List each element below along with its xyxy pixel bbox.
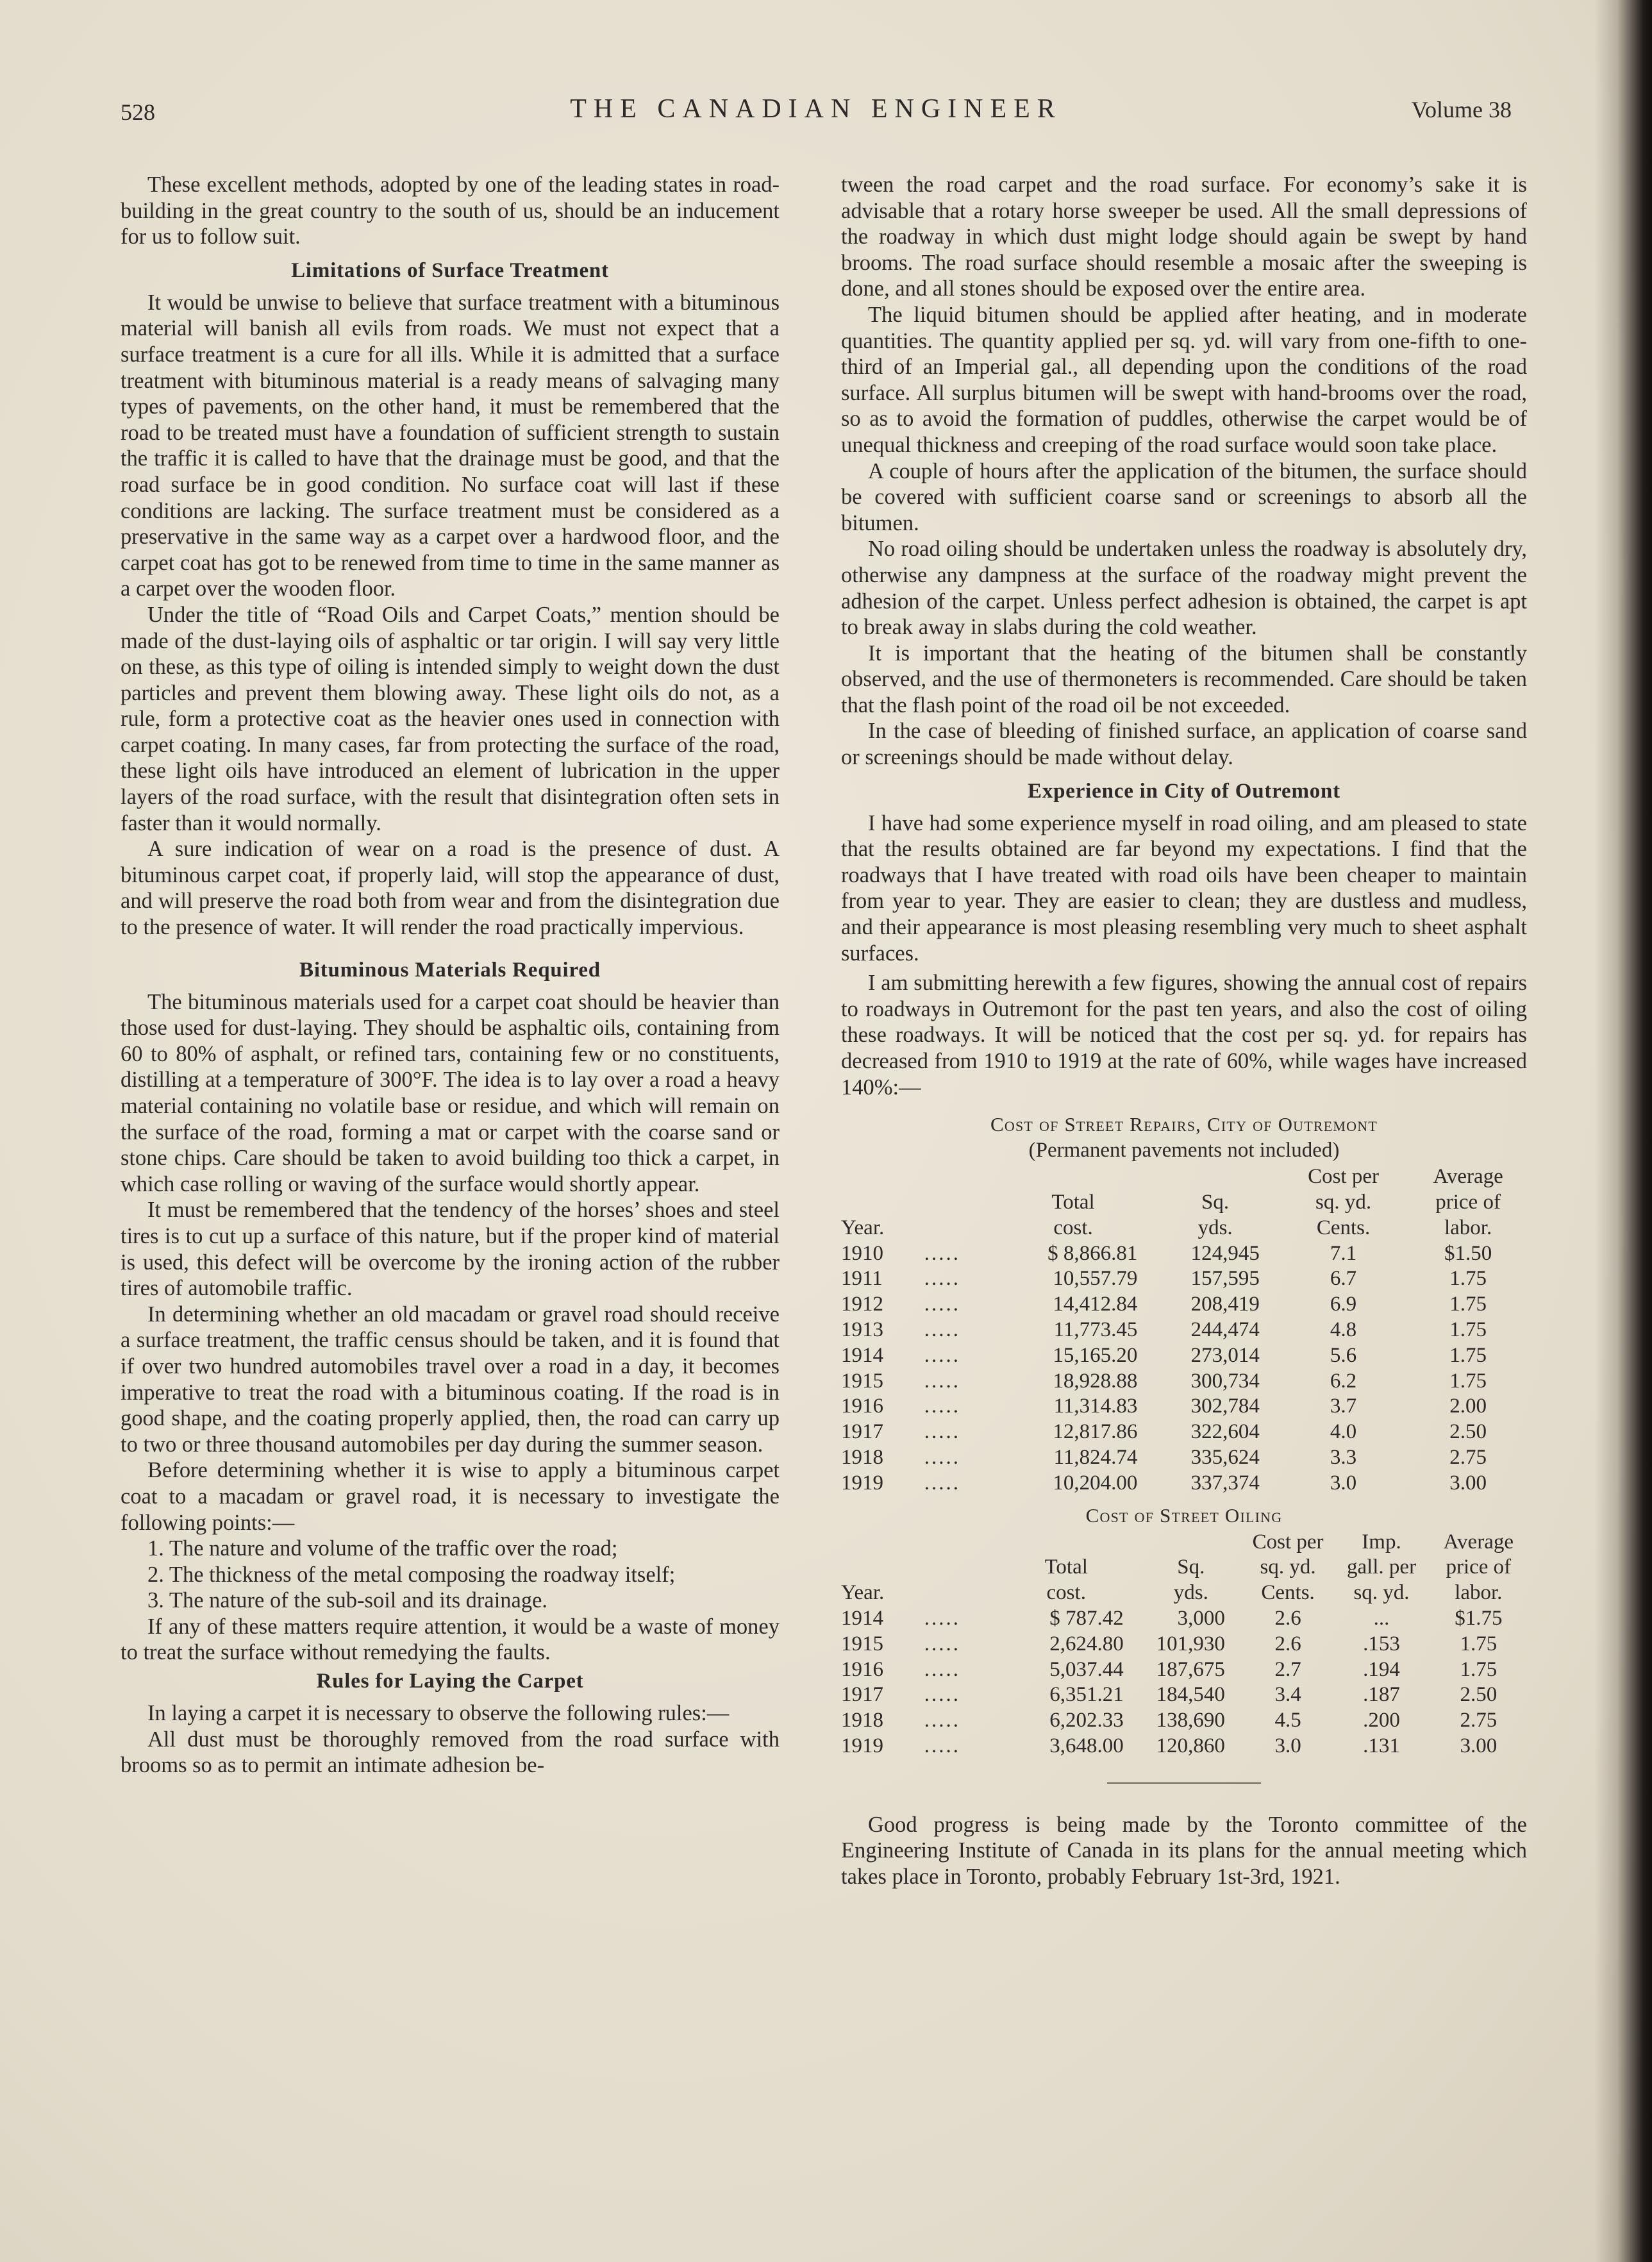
- col-header-avg: Average price of labor.: [1443, 1530, 1514, 1605]
- cell-leader-dots: .....: [924, 1709, 960, 1732]
- table-row: [841, 1343, 1527, 1369]
- cell-sq-yds: 124,945: [1190, 1241, 1260, 1265]
- cell-leader-dots: .....: [924, 1318, 960, 1341]
- table-row: [841, 1682, 1527, 1708]
- table-header-row: [841, 1164, 1527, 1241]
- col-header-imp: Imp. gall. per sq. yd.: [1346, 1530, 1417, 1605]
- cell-labor-price: 1.75: [1460, 1632, 1498, 1655]
- section-heading: Bituminous Materials Required: [299, 958, 601, 982]
- cell-total-cost: $ 8,866.81: [1047, 1241, 1138, 1265]
- col-header-sq: Sq. yds.: [1197, 1190, 1233, 1239]
- volume-label: Volume 38: [1411, 97, 1512, 122]
- paragraph: It is important that the heating of the bitumen shall be constantly observed, and the use of thermoneters is recommended. Care should be taken that the flash point of the road oil be not exceeded.: [841, 641, 1527, 717]
- paragraph: In the case of bleeding of finished surface, an application of coarse sand or screenings should be made without delay.: [841, 719, 1527, 770]
- cell-labor-price: 1.75: [1449, 1293, 1487, 1316]
- running-head: [121, 94, 1512, 132]
- section-divider: [1107, 1782, 1261, 1784]
- paragraph: It would be unwise to believe that surface treatment with a bituminous material will banish all evils from roads. We must not expect that a surface treatment is a cure for all ills. While it is admitted that a surface treatment with bituminous material is a ready means of salvaging many types of pavements, on the other hand, it must be remembered that the road to be treated must have a foundation of sufficient strength to sustain the traffic it is called to have that the drainage must be good, and that the road surface be in good condition. No surface coat will last if these conditions are lacking. The surface treatment must be considered as a preservative in the same way as a carpet over a hardwood floor, and the carpet coat has got to be renewed from time to time in the same manner as a carpet over the wooden floor.: [121, 290, 780, 601]
- cell-labor-price: 2.00: [1449, 1395, 1487, 1418]
- repairs-table-title: Cost of Street Repairs, City of Outremont: [990, 1113, 1378, 1136]
- cell-labor-price: 3.00: [1449, 1471, 1487, 1495]
- cell-year: 1919: [841, 1471, 883, 1495]
- cell-cost-per-sqyd: 7.1: [1330, 1241, 1357, 1265]
- paragraph: These excellent methods, adopted by one of the leading states in road-building in the great country to the south of us, should be an inducement for us to follow suit.: [121, 172, 780, 249]
- cell-cost-per-sqyd: 4.8: [1330, 1318, 1357, 1341]
- cell-total-cost: 2,624.80: [1049, 1632, 1124, 1655]
- cell-cost-per-sqyd: 3.7: [1330, 1395, 1357, 1418]
- cell-labor-price: $1.50: [1444, 1241, 1492, 1265]
- table-row: [841, 1657, 1527, 1683]
- table-row: [841, 1241, 1527, 1267]
- table-row: [841, 1734, 1527, 1759]
- table-row: [841, 1394, 1527, 1420]
- col-header-costper: Cost per sq. yd. Cents.: [1252, 1530, 1324, 1605]
- cell-cost-per-sqyd: 6.7: [1330, 1267, 1357, 1291]
- cell-imp-gall: ...: [1373, 1606, 1390, 1630]
- paragraph: A sure indication of wear on a road is the presence of dust. A bituminous carpet coat, if properly laid, will stop the appearance of dust, and will preserve the road both from wear and from the disintegration due to the presence of water. It will render the road practically impervious.: [121, 837, 780, 940]
- col-header-year: Year.: [841, 1581, 885, 1605]
- cell-year: 1918: [841, 1709, 883, 1732]
- cell-sq-yds: 300,734: [1190, 1369, 1260, 1393]
- cell-sq-yds: 138,690: [1156, 1709, 1225, 1732]
- cell-imp-gall: .131: [1363, 1734, 1400, 1757]
- book-binding-shadow: [1594, 0, 1652, 2262]
- cell-year: 1914: [841, 1343, 883, 1367]
- cell-year: 1912: [841, 1293, 883, 1316]
- cell-labor-price: $1.75: [1455, 1606, 1503, 1630]
- cell-leader-dots: .....: [924, 1267, 960, 1291]
- cell-cost-per-sqyd: 2.7: [1274, 1657, 1301, 1681]
- cell-year: 1917: [841, 1683, 883, 1707]
- cell-year: 1918: [841, 1445, 883, 1469]
- paragraph: All dust must be thoroughly removed from the road surface with brooms so as to permit an intimate adhesion be-: [121, 1727, 780, 1778]
- cell-cost-per-sqyd: 5.6: [1330, 1343, 1357, 1367]
- cell-year: 1916: [841, 1395, 883, 1418]
- cell-labor-price: 1.75: [1449, 1369, 1487, 1393]
- repairs-table: [841, 1164, 1527, 1496]
- cell-labor-price: 3.00: [1460, 1734, 1498, 1757]
- cell-labor-price: 1.75: [1449, 1267, 1487, 1291]
- cell-imp-gall: .194: [1363, 1657, 1400, 1681]
- cell-year: 1914: [841, 1606, 883, 1630]
- table-row: [841, 1606, 1527, 1632]
- oiling-table-title: Cost of Street Oiling: [1085, 1504, 1283, 1527]
- table-row: [841, 1420, 1527, 1445]
- cell-cost-per-sqyd: 4.0: [1330, 1420, 1357, 1444]
- cell-leader-dots: .....: [924, 1241, 960, 1265]
- cell-cost-per-sqyd: 4.5: [1274, 1709, 1301, 1732]
- cell-labor-price: 1.75: [1449, 1343, 1487, 1367]
- paragraph: I have had some experience myself in road oiling, and am pleased to state that the results obtained are far beyond my expectations. I find that the roadways that I have treated with road oils have been cheaper to maintain from year to year. They are easier to clean; they are dustless and mudless, and their appearance is most pleasing resembling very much to sheet asphalt surfaces.: [841, 810, 1527, 966]
- col-header-costper: Cost per sq. yd. Cents.: [1308, 1165, 1379, 1239]
- cell-leader-dots: .....: [924, 1343, 960, 1367]
- paragraph: A couple of hours after the application of the bitumen, the surface should be covered with sufficient coarse sand or screenings to absorb all the bitumen.: [841, 458, 1527, 535]
- cell-year: 1919: [841, 1734, 883, 1757]
- paragraph: Before determining whether it is wise to apply a bituminous carpet coat to a macadam or gravel road, it is necessary to investigate the following points:—: [121, 1458, 780, 1535]
- cell-leader-dots: .....: [924, 1606, 960, 1630]
- table-row: [841, 1708, 1527, 1734]
- cell-labor-price: 1.75: [1460, 1657, 1498, 1681]
- list-item: 3. The nature of the sub-soil and its drainage.: [147, 1588, 548, 1613]
- cell-cost-per-sqyd: 6.9: [1330, 1293, 1357, 1316]
- section-heading: Experience in City of Outremont: [1028, 779, 1340, 803]
- paragraph: The bituminous materials used for a carpet coat should be heavier than those used for dust-laying. They should be asphaltic oils, containing from 60 to 80% of asphalt, or refined tars, containing few or no constituents, distilling at a temperature of 300°F. The idea is to lay over a road a heavy material containing no volatile base or residue, and which will remain on the surface of the road, forming a mat or carpet with the coarse sand or stone chips. Care should be taken to avoid building too thick a carpet, in which case rolling or waving of the surface would shortly appear.: [121, 989, 780, 1196]
- col-header-total: Total cost.: [1051, 1190, 1095, 1239]
- journal-title: THE CANADIAN ENGINEER: [570, 94, 1062, 124]
- cell-total-cost: 6,202.33: [1049, 1709, 1124, 1732]
- cell-total-cost: 11,773.45: [1053, 1318, 1138, 1341]
- cell-imp-gall: .153: [1363, 1632, 1400, 1655]
- col-header-sq: Sq. yds.: [1173, 1555, 1208, 1605]
- left-column: [121, 172, 780, 1779]
- col-header-avg: Average price of labor.: [1433, 1165, 1503, 1239]
- cell-total-cost: 3,648.00: [1049, 1734, 1124, 1757]
- table-row: [841, 1369, 1527, 1395]
- table-row: [841, 1445, 1527, 1471]
- oiling-table: [841, 1530, 1527, 1759]
- cell-year: 1916: [841, 1657, 883, 1681]
- table-row: [841, 1266, 1527, 1292]
- cell-total-cost: 10,204.00: [1053, 1471, 1138, 1495]
- cell-cost-per-sqyd: 3.3: [1330, 1445, 1357, 1469]
- paragraph: tween the road carpet and the road surface. For economy’s sake it is advisable that a rotary horse sweeper be used. All the small depressions of the roadway in which dust might lodge should again be swept by hand brooms. The road surface should resemble a mosaic after the sweeping is done, and all stones should be exposed over the entire area.: [841, 172, 1527, 301]
- cell-sq-yds: 244,474: [1190, 1318, 1260, 1341]
- paragraph: If any of these matters require attention, it would be a waste of money to treat the surface without remedying the faults.: [121, 1614, 780, 1665]
- cell-cost-per-sqyd: 3.0: [1330, 1471, 1357, 1495]
- repairs-table-subtitle: (Permanent pavements not included): [1028, 1139, 1340, 1162]
- closing-note: [841, 1812, 1527, 1890]
- table-row: [841, 1318, 1527, 1343]
- cell-total-cost: 18,928.88: [1053, 1369, 1138, 1393]
- cell-sq-yds: 335,624: [1190, 1445, 1260, 1469]
- table-row: [841, 1292, 1527, 1318]
- paragraph: It must be remembered that the tendency of the horses’ shoes and steel tires is to cut up a surface of this nature, but if the proper kind of material is used, this defect will be overcome by the ironing action of the rubber tires of automobile traffic.: [121, 1198, 780, 1301]
- cell-imp-gall: .187: [1363, 1683, 1400, 1707]
- col-header-year: Year.: [841, 1216, 885, 1239]
- paragraph: In determining whether an old macadam or gravel road should receive a surface treatment, the traffic census should be taken, and it is found that if over two hundred automobiles travel over a road in a day, it becomes imperative to treat the road with a bituminous coating. If the road is in good shape, and the coating properly applied, then, the road can carry up to two or three thousand automobiles per day during the summer season.: [121, 1302, 780, 1457]
- cell-labor-price: 1.75: [1449, 1318, 1487, 1341]
- cell-labor-price: 2.50: [1460, 1683, 1498, 1707]
- cell-cost-per-sqyd: 3.4: [1274, 1683, 1301, 1707]
- cell-cost-per-sqyd: 2.6: [1274, 1632, 1301, 1655]
- cell-labor-price: 2.75: [1460, 1709, 1498, 1732]
- cell-leader-dots: .....: [924, 1657, 960, 1681]
- cell-sq-yds: 101,930: [1156, 1632, 1225, 1655]
- paragraph: Under the title of “Road Oils and Carpet Coats,” mention should be made of the dust-laying oils of asphaltic or tar origin. I will say very little on these, as this type of oiling is intended simply to weight down the dust particles and prevent them blowing away. These light oils do not, as a rule, form a protective coat as the heavier ones used in connection with carpet coating. In many cases, far from protecting the surface of the road, these light oils have introduced an element of lubrication in the upper layers of the road surface, with the result that disintegration often sets in faster than it would normally.: [121, 602, 780, 835]
- cell-total-cost: 14,412.84: [1053, 1293, 1138, 1316]
- cell-leader-dots: .....: [924, 1395, 960, 1418]
- cell-leader-dots: .....: [924, 1445, 960, 1469]
- cell-sq-yds: 3,000: [1177, 1606, 1225, 1630]
- cell-leader-dots: .....: [924, 1420, 960, 1444]
- cell-leader-dots: .....: [924, 1471, 960, 1495]
- cell-sq-yds: 184,540: [1156, 1683, 1225, 1707]
- paragraph: In laying a carpet it is necessary to observe the following rules:—: [147, 1701, 730, 1726]
- cell-sq-yds: 322,604: [1190, 1420, 1260, 1444]
- cell-leader-dots: .....: [924, 1734, 960, 1757]
- cell-sq-yds: 157,595: [1190, 1267, 1260, 1291]
- section-heading: Rules for Laying the Carpet: [316, 1670, 584, 1693]
- cell-imp-gall: .200: [1363, 1709, 1400, 1732]
- cell-cost-per-sqyd: 2.6: [1274, 1606, 1301, 1630]
- list-item: 1. The nature and volume of the traffic over the road;: [147, 1536, 618, 1561]
- page-number: 528: [121, 99, 155, 125]
- right-column: [841, 172, 1527, 1890]
- cell-year: 1915: [841, 1369, 883, 1393]
- cell-total-cost: 10,557.79: [1053, 1267, 1138, 1291]
- cell-labor-price: 2.75: [1449, 1445, 1487, 1469]
- table-row: [841, 1471, 1527, 1496]
- paragraph: The liquid bitumen should be applied after heating, and in moderate quantities. The quantity applied per sq. yd. will vary from one-fifth to one-third of an Imperial gal., all depending upon the conditions of the road surface. All surplus bitumen will be swept with hand-brooms over the road, so as to avoid the formation of puddles, otherwise the carpet would be of unequal thickness and creeping of the road surface would soon take place.: [841, 302, 1527, 457]
- cell-year: 1915: [841, 1632, 883, 1655]
- paragraph: Good progress is being made by the Toronto committee of the Engineering Institute of Canada in its plans for the annual meeting which takes place in Toronto, probably February 1st-3rd, 1921.: [841, 1812, 1527, 1889]
- cell-cost-per-sqyd: 3.0: [1274, 1734, 1301, 1757]
- cell-year: 1910: [841, 1241, 883, 1265]
- cell-total-cost: 6,351.21: [1049, 1683, 1124, 1707]
- cell-total-cost: 11,824.74: [1053, 1445, 1138, 1469]
- cell-total-cost: 5,037.44: [1049, 1657, 1124, 1681]
- cell-total-cost: $ 787.42: [1049, 1606, 1124, 1630]
- paragraph: No road oiling should be undertaken unless the roadway is absolutely dry, otherwise any dampness at the surface of the roadway might prevent the adhesion of the carpet. Unless perfect adhesion is obtained, the carpet is apt to break away in slabs during the cold weather.: [841, 537, 1527, 640]
- cell-cost-per-sqyd: 6.2: [1330, 1369, 1357, 1393]
- cell-sq-yds: 208,419: [1190, 1293, 1260, 1316]
- cell-year: 1911: [841, 1267, 883, 1291]
- table-header-row: [841, 1530, 1527, 1606]
- cell-leader-dots: .....: [924, 1683, 960, 1707]
- cell-sq-yds: 120,860: [1156, 1734, 1225, 1757]
- cell-leader-dots: .....: [924, 1369, 960, 1393]
- cell-sq-yds: 337,374: [1190, 1471, 1260, 1495]
- cell-sq-yds: 273,014: [1190, 1343, 1260, 1367]
- cell-total-cost: 15,165.20: [1053, 1343, 1138, 1367]
- cell-leader-dots: .....: [924, 1632, 960, 1655]
- cell-sq-yds: 187,675: [1156, 1657, 1225, 1681]
- cell-total-cost: 11,314.83: [1053, 1395, 1138, 1418]
- section-heading: Limitations of Surface Treatment: [291, 258, 609, 282]
- list-item: 2. The thickness of the metal composing the roadway itself;: [147, 1562, 676, 1587]
- cell-total-cost: 12,817.86: [1053, 1420, 1138, 1444]
- cell-year: 1917: [841, 1420, 883, 1444]
- cell-year: 1913: [841, 1318, 883, 1341]
- col-header-total: Total cost.: [1044, 1555, 1088, 1605]
- cell-labor-price: 2.50: [1449, 1420, 1487, 1444]
- table-row: [841, 1632, 1527, 1657]
- cell-leader-dots: .....: [924, 1293, 960, 1316]
- paragraph: I am submitting herewith a few figures, showing the annual cost of repairs to roadways in Outremont for the past ten years, and also the cost of oiling these roadways. It will be noticed that the cost per sq. yd. for repairs has decreased from 1910 to 1919 at the rate of 60%, while wages have increased 140%:—: [841, 971, 1527, 1100]
- cell-sq-yds: 302,784: [1190, 1395, 1260, 1418]
